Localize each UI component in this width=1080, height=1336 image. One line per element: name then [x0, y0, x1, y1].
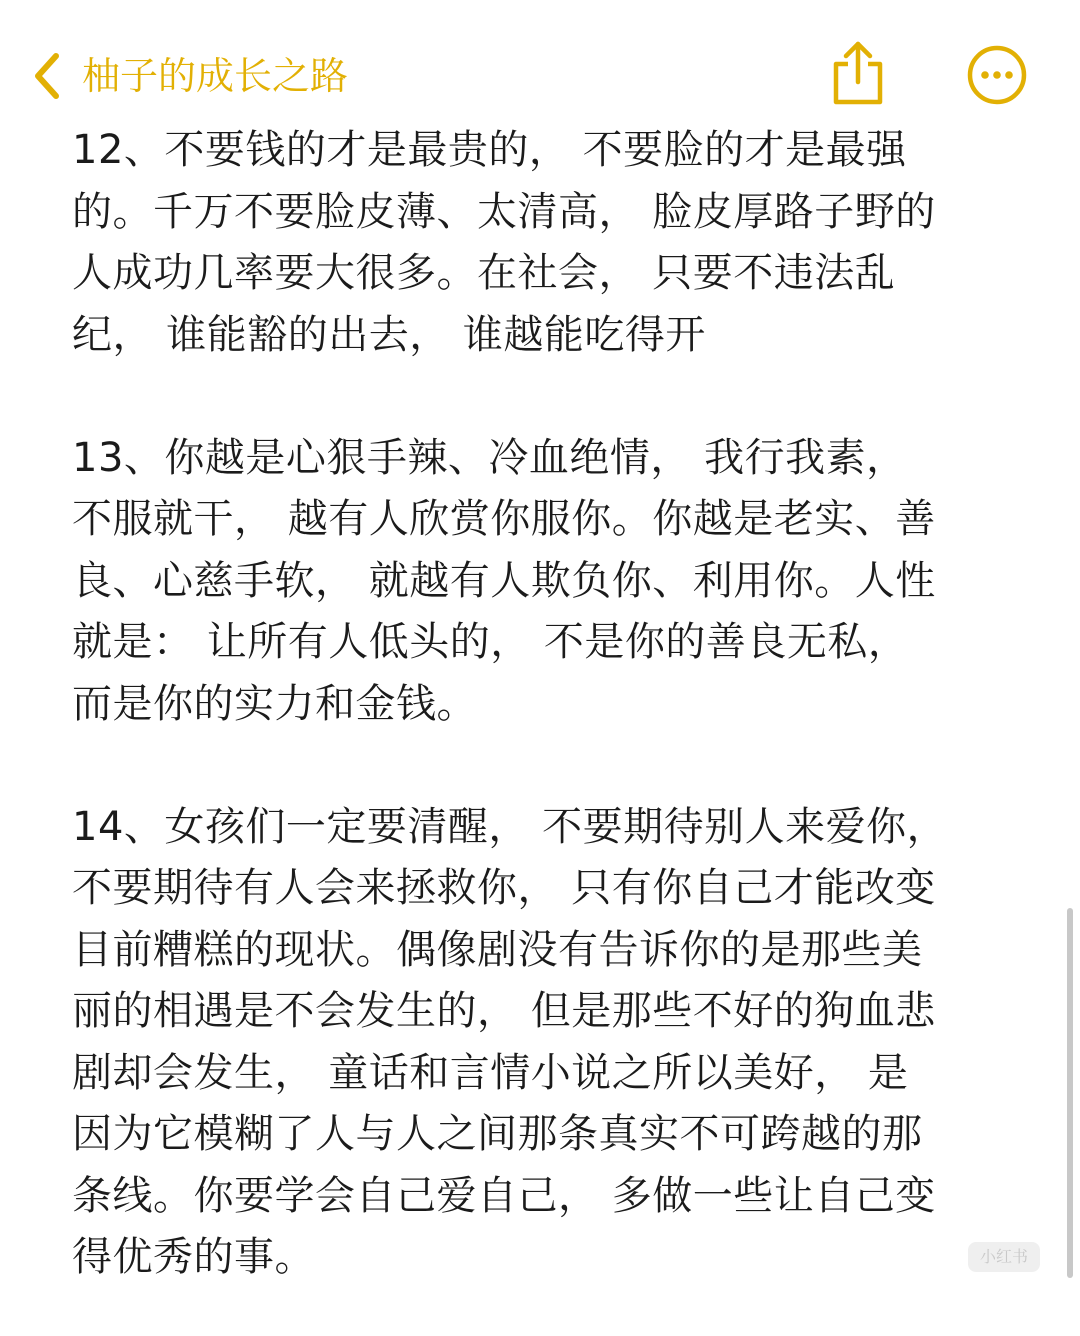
- share-button[interactable]: [828, 38, 888, 108]
- note-paragraph-14: 14、女孩们一定要清醒， 不要期待别人来爱你， 不要期待有人会来拯救你， 只有你自己才能改变 目前糟糕的现状。偶像剧没有告诉你的是那些美 丽的相遇是不会发生的， 但是那些不好的狗血悲 剧却会发生， 童话和言情小说之所以美好， 是 因为它模糊了人与人之间那条真实不可跨越的那 条线。你要学会自己爱自己， 多做一些让自己变 得优秀的事。: [72, 803, 948, 1280]
- note-paragraph-12: 12、不要钱的才是最贵的， 不要脸的才是最强 的。千万不要脸皮薄、太清高， 脸皮厚路子野的 人成功几率要大很多。在社会， 只要不违法乱 纪， 谁能豁的出去， 谁越能吃得开: [72, 127, 936, 358]
- watermark-logo: 小红书: [968, 1242, 1040, 1272]
- chevron-left-icon: [28, 46, 68, 106]
- share-icon: [828, 38, 888, 108]
- navigation-bar: [0, 0, 1080, 120]
- more-options-button[interactable]: [966, 44, 1028, 106]
- vertical-scrollbar[interactable]: [1067, 908, 1073, 1278]
- note-paragraph-13: 13、你越是心狠手辣、冷血绝情， 我行我素， 不服就干， 越有人欣赏你服你。你越是老实、善 良、心慈手软， 就越有人欺负你、利用你。人性 就是： 让所有人低头的， 不是你的善良无私， 而是你的实力和金钱。: [72, 434, 936, 727]
- folder-title: 柚子的成长之路: [82, 54, 349, 98]
- back-button[interactable]: [28, 44, 348, 108]
- more-ellipsis-icon: [966, 44, 1028, 106]
- note-body[interactable]: [72, 120, 1012, 1289]
